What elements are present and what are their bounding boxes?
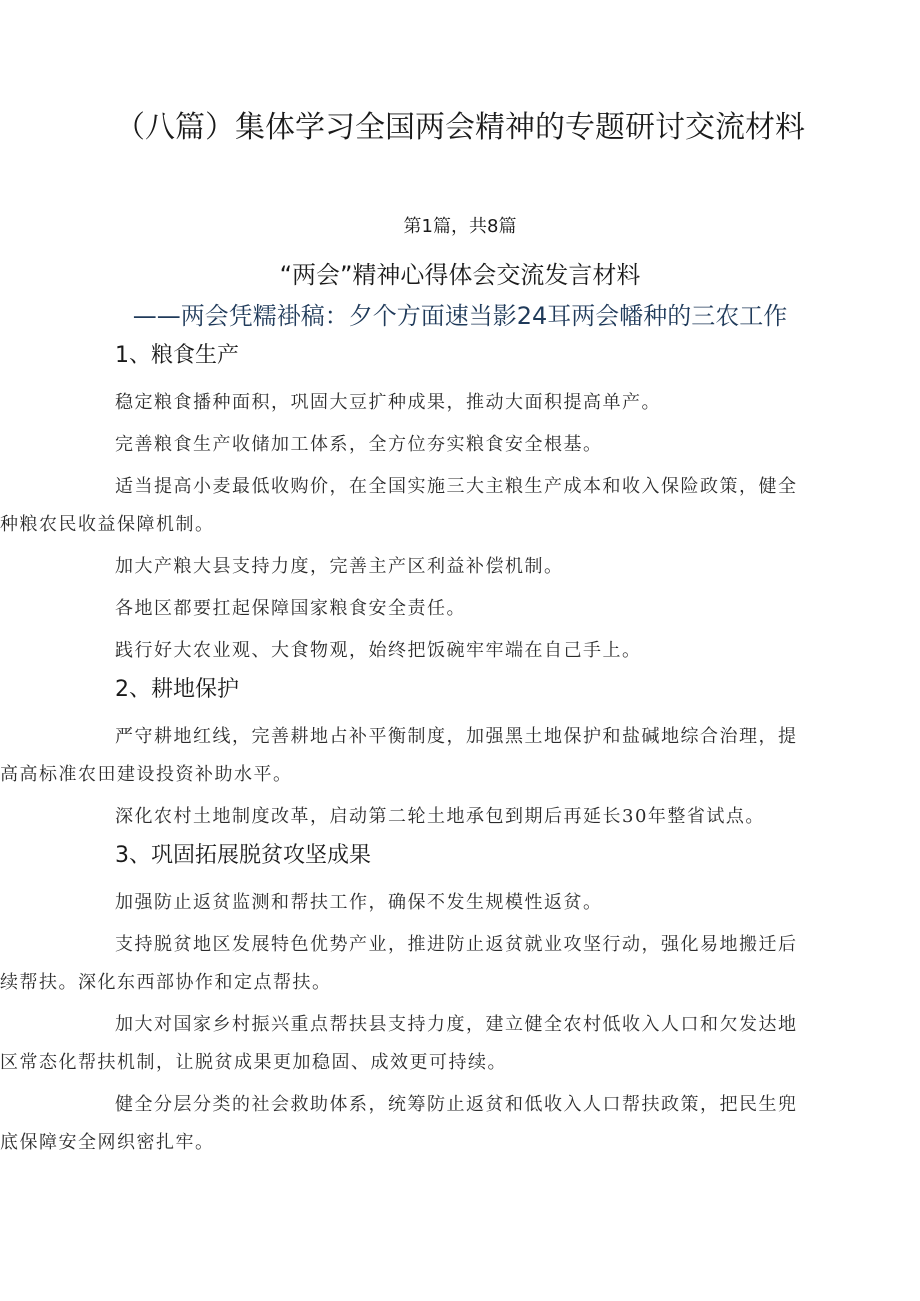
article-subtitle: ——两会凭糯褂稿：夕个方面速当影24耳两会幡种的三农工作 bbox=[132, 302, 788, 330]
section-heading: 3、巩固拓展脱贫攻坚成果 bbox=[115, 843, 371, 868]
paragraph-line: 加大产粮大县支持力度，完善主产区利益补偿机制。 bbox=[115, 556, 564, 577]
article-title: “两会”精神心得体会交流发言材料 bbox=[279, 261, 641, 289]
paragraph-line: 加大对国家乡村振兴重点帮扶县支持力度，建立健全农村低收入人口和欠发达地 bbox=[115, 1014, 798, 1035]
paragraph-line: 支持脱贫地区发展特色优势产业，推进防止返贫就业攻坚行动，强化易地搬迁后 bbox=[115, 934, 798, 955]
paragraph-continuation: 续帮扶。深化东西部协作和定点帮扶。 bbox=[0, 972, 332, 993]
paragraph bbox=[0, 1006, 867, 1082]
paragraph bbox=[0, 926, 867, 1002]
paragraph-continuation: 区常态化帮扶机制，让脱贫成果更加稳固、成效更可持续。 bbox=[0, 1052, 507, 1073]
paragraph bbox=[115, 798, 867, 836]
document-body bbox=[0, 340, 867, 1166]
paragraph-line: 各地区都要扛起保障国家粮食安全责任。 bbox=[115, 598, 466, 619]
paragraph bbox=[0, 468, 867, 544]
paragraph-line: 严守耕地红线，完善耕地占补平衡制度，加强黑土地保护和盐碱地综合治理，提 bbox=[115, 726, 798, 747]
paragraph bbox=[115, 884, 867, 922]
paragraph-line: 践行好大农业观、大食物观，始终把饭碗牢牢端在自己手上。 bbox=[115, 640, 642, 661]
paragraph-line: 适当提高小麦最低收购价，在全国实施三大主粮生产成本和收入保险政策，健全 bbox=[115, 476, 798, 497]
paragraph bbox=[115, 632, 867, 670]
paragraph-continuation: 底保障安全网织密扎牢。 bbox=[0, 1132, 215, 1153]
paragraph-line: 完善粮食生产收储加工体系，全方位夯实粮食安全根基。 bbox=[115, 434, 603, 455]
section-heading: 2、耕地保护 bbox=[115, 677, 239, 702]
paragraph bbox=[115, 384, 867, 422]
paragraph-continuation: 高高标准农田建设投资补助水平。 bbox=[0, 764, 293, 785]
paragraph-line: 加强防止返贫监测和帮扶工作，确保不发生规模性返贫。 bbox=[115, 892, 603, 913]
part-indicator: 第1篇，共8篇 bbox=[403, 216, 517, 237]
paragraph bbox=[115, 590, 867, 628]
paragraph bbox=[0, 718, 867, 794]
section-heading: 1、粮食生产 bbox=[115, 343, 239, 368]
paragraph bbox=[0, 1086, 867, 1162]
paragraph-continuation: 种粮农民收益保障机制。 bbox=[0, 514, 215, 535]
paragraph-line: 稳定粮食播种面积，巩固大豆扩种成果，推动大面积提高单产。 bbox=[115, 392, 661, 413]
paragraph-line: 健全分层分类的社会救助体系，统筹防止返贫和低收入人口帮扶政策，把民生兜 bbox=[115, 1094, 798, 1115]
paragraph-line: 深化农村土地制度改革，启动第二轮土地承包到期后再延长30年整省试点。 bbox=[115, 806, 765, 827]
paragraph bbox=[115, 548, 867, 586]
document-title: （八篇）集体学习全国两会精神的专题研讨交流材料 bbox=[115, 110, 805, 145]
paragraph bbox=[115, 426, 867, 464]
